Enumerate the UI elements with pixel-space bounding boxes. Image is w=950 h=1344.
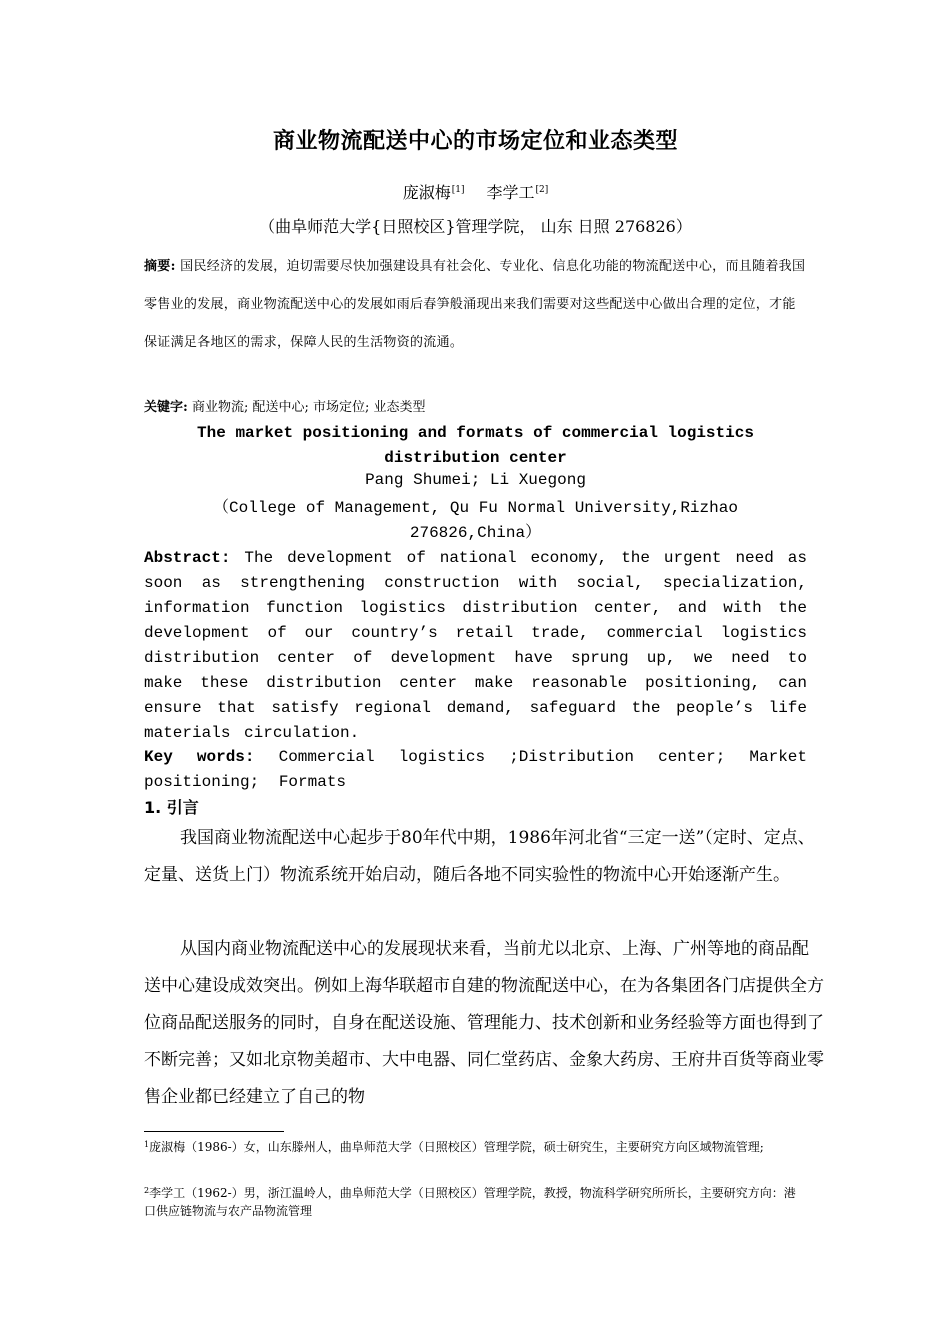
abstract-cn-label: 摘要: bbox=[144, 259, 176, 274]
english-title-line-2: distribution center bbox=[384, 449, 567, 467]
footnote-1-mark: 1 bbox=[144, 1140, 150, 1149]
footnote-2 bbox=[144, 1182, 807, 1220]
keywords-cn-text: 商业物流; 配送中心; 市场定位; 业态类型 bbox=[191, 400, 426, 415]
english-affiliation bbox=[144, 496, 807, 546]
footnote-2-mark: 2 bbox=[144, 1186, 150, 1195]
english-authors: Pang Shumei; Li Xuegong bbox=[365, 471, 586, 489]
footnote-2-text: 李学工（1962-）男，浙江温岭人，曲阜师范大学（日照校区）管理学院，教授，物流科学研究所所长，主要研究方向：港口供应链物流与农产品物流管理 bbox=[144, 1186, 796, 1218]
keywords-en-text: Commercial logistics ;Distribution center; Market positioning; Formats bbox=[144, 748, 807, 791]
keywords-en bbox=[144, 745, 807, 795]
section-heading-intro: 1. 引言 bbox=[144, 798, 199, 817]
author-1: 庞淑梅 bbox=[402, 183, 451, 202]
author-2: 李学工 bbox=[486, 183, 535, 202]
english-affiliation-line-1: （College of Management, Qu Fu Normal University,Rizhao bbox=[213, 499, 738, 517]
footnote-divider bbox=[144, 1131, 284, 1132]
abstract-en bbox=[144, 546, 807, 746]
paper-title: 商业物流配送中心的市场定位和业态类型 bbox=[272, 129, 678, 154]
abstract-en-text: The development of national economy, the urgent need as soon as strengthening construction with social, specialization, information function logistics distribution center, and with the development of our country’s retail trade, commercial logistics distribution center of development have sprung up, we need to make these distribution center make reasonable positioning, can ensure that satisfy regional demand, safeguard the people’s life materials circulation. bbox=[144, 549, 807, 742]
keywords-cn-label: 关键字: bbox=[144, 400, 188, 415]
body-paragraph-2: 从国内商业物流配送中心的发展现状来看，当前尤以北京、上海、广州等地的商品配送中心建设成效突出。例如上海华联超市自建的物流配送中心，在为各集团各门店提供全方位商品配送服务的同时，自身在配送设施、管理能力、技术创新和业务经验等方面也得到了不断完善；又如北京物美超市、大中电器、同仁堂药店、金象大药房、王府井百货等商业零售企业都已经建立了自己的物 bbox=[144, 939, 824, 1107]
english-title-line-1: The market positioning and formats of commercial logistics bbox=[197, 424, 754, 442]
footnote-1 bbox=[144, 1136, 807, 1156]
english-affiliation-line-2: 276826,China） bbox=[409, 524, 542, 542]
keywords-cn bbox=[144, 396, 807, 415]
english-title bbox=[144, 421, 807, 471]
author-line bbox=[144, 180, 807, 203]
author-1-mark: [1] bbox=[451, 185, 465, 195]
author-2-mark: [2] bbox=[535, 185, 549, 195]
abstract-cn bbox=[144, 248, 807, 362]
body-paragraph-1: 我国商业物流配送中心起步于80年代中期，1986年河北省“三定一送”（定时、定点、定量、送货上门）物流系统开始启动，随后各地不同实验性的物流中心开始逐渐产生。 bbox=[144, 828, 815, 885]
footnote-1-text: 庞淑梅（1986-）女，山东滕州人，曲阜师范大学（日照校区）管理学院，硕士研究生，主要研究方向区域物流管理; bbox=[149, 1140, 764, 1154]
abstract-cn-text: 国民经济的发展，迫切需要尽快加强建设具有社会化、专业化、信息化功能的物流配送中心，而且随着我国零售业的发展，商业物流配送中心的发展如雨后春笋般涌现出来我们需要对这些配送中心做出合理的定位，才能保证满足各地区的需求，保障人民的生活物资的流通。 bbox=[144, 259, 806, 350]
keywords-en-label: Key words: bbox=[144, 748, 255, 766]
abstract-en-label: Abstract: bbox=[144, 549, 231, 567]
affiliation-cn: （曲阜师范大学{日照校区}管理学院， 山东 日照 276826） bbox=[259, 217, 692, 236]
